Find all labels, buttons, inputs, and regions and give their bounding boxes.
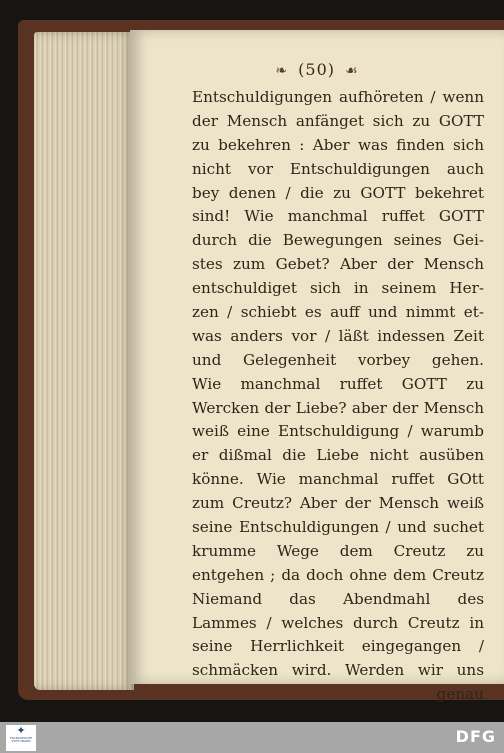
text-line: bey denen / die zu GOTT bekehret [192, 183, 484, 202]
text-line: Wercken der Liebe? aber der Mensch [192, 398, 484, 417]
text-line: entschuldiget sich in seinem Her- [192, 279, 484, 298]
text-line: durch die Bewegungen seines Gei- [192, 231, 484, 250]
text-line: Lammes / welches durch Creutz in [192, 613, 484, 632]
text-line: seine Herrlichkeit eingegangen / [192, 637, 484, 656]
text-line: Entschuldigungen aufhöreten / wenn [192, 88, 484, 106]
text-line: Wie manchmal ruffet GOTT zu [192, 374, 484, 393]
text-line: seine Entschuldigungen / und suchet [192, 518, 484, 537]
text-line: sind! Wie manchmal ruffet GOTT [192, 207, 484, 226]
text-line: krumme Wege dem Creutz zu [192, 541, 484, 560]
text-line: zen / schiebt es auff und nimmt et- [192, 303, 484, 322]
catchword: genau [436, 685, 484, 704]
text-line: stes zum Gebet? Aber der Mensch [192, 255, 484, 274]
text-line: er dißmal die Liebe nicht ausüben [192, 446, 484, 465]
viewer-footer [0, 722, 504, 753]
text-line: entgehen ; da doch ohne dem Creutz [192, 565, 484, 584]
book-page [130, 30, 504, 704]
text-line: der Mensch anfänget sich zu GOTT [192, 111, 484, 130]
text-line: weiß eine Entschuldigung / warumb [192, 422, 484, 441]
eagle-icon: ✦ [16, 724, 26, 737]
page-text [192, 86, 484, 707]
text-line: zum Creutz? Aber der Mensch weiß [192, 494, 484, 513]
text-line: und Gelegenheit vorbey gehen. [192, 350, 484, 369]
page-edges [34, 32, 134, 690]
text-line: schmäcken wird. Werden wir uns [192, 661, 484, 680]
dfg-logo[interactable]: DFG [455, 727, 496, 746]
page-header [130, 60, 504, 79]
francke-logo-text: FRANCKESCHE STIFTUNGEN [9, 736, 33, 744]
ornament-right-icon: ☙ [345, 63, 359, 79]
page-number: (50) [298, 60, 335, 79]
text-line: nicht vor Entschuldigungen auch [192, 159, 484, 178]
text-line: was anders vor / läßt indessen Zeit [192, 326, 484, 345]
text-line: zu bekehren : Aber was finden sich [192, 135, 484, 154]
ornament-left-icon: ❧ [275, 63, 289, 79]
francke-logo[interactable] [6, 725, 36, 751]
text-line: könne. Wie manchmal ruffet GOtt [192, 470, 484, 489]
text-line: Niemand das Abendmahl des [192, 589, 484, 608]
